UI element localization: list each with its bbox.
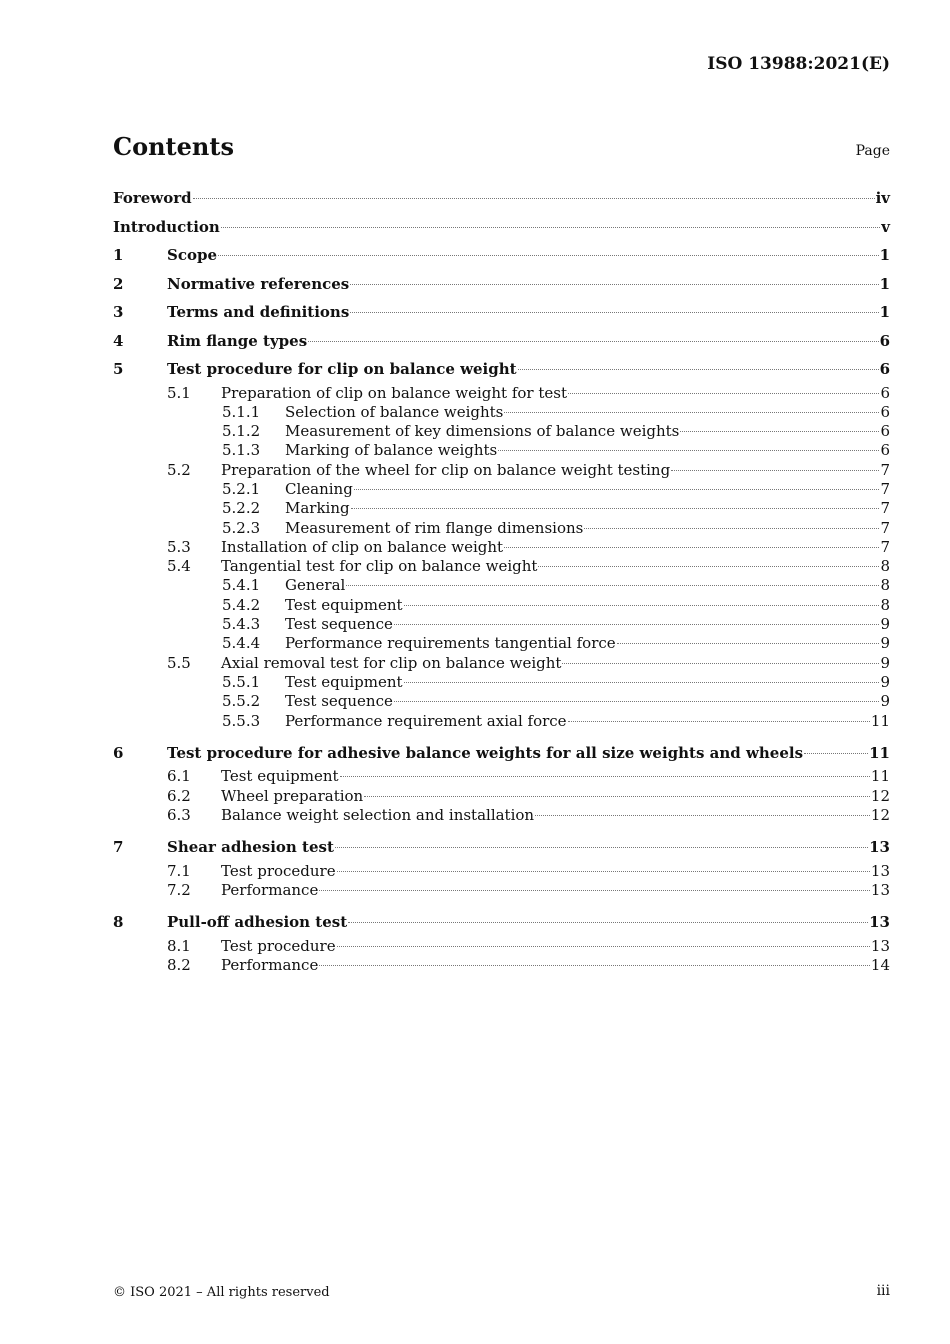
toc-entry-number: 5.4.4 bbox=[222, 634, 261, 653]
toc-entry-title: Tangential test for clip on balance weight bbox=[221, 557, 538, 576]
toc-entry[interactable] bbox=[113, 862, 890, 881]
toc-leader-dots bbox=[354, 489, 880, 490]
toc-entry-number: 5.4.3 bbox=[222, 615, 261, 634]
toc-entry[interactable] bbox=[113, 692, 890, 711]
toc-entry-title: Rim flange types bbox=[167, 331, 308, 350]
toc-entry-number: 5.3 bbox=[167, 537, 191, 556]
toc-entry-number: 8.2 bbox=[167, 956, 191, 975]
toc-entry-title: Performance bbox=[221, 881, 319, 900]
toc-entry[interactable] bbox=[113, 806, 890, 825]
toc-leader-dots bbox=[671, 470, 879, 471]
toc-entry-title: Installation of clip on balance weight bbox=[221, 537, 504, 556]
toc-entry-title: Test procedure bbox=[221, 936, 336, 955]
toc-entry-number: 5.4.2 bbox=[222, 595, 261, 614]
toc-entry-page: 7 bbox=[880, 537, 890, 556]
toc-entry-title: Terms and definitions bbox=[167, 303, 350, 321]
toc-entry-page: 12 bbox=[870, 786, 890, 805]
toc-entry-number: 5.4 bbox=[167, 557, 191, 576]
toc-entry[interactable] bbox=[113, 615, 890, 634]
toc-entry-page: 1 bbox=[879, 303, 890, 321]
toc-entry-number: 6 bbox=[113, 743, 124, 762]
toc-entry[interactable] bbox=[113, 956, 890, 975]
toc-entry[interactable] bbox=[113, 937, 890, 956]
toc-entry-number: 8 bbox=[113, 913, 124, 932]
toc-entry-page: 11 bbox=[869, 743, 890, 762]
toc-entry[interactable] bbox=[113, 499, 890, 518]
toc-entry-page: 8 bbox=[880, 557, 890, 576]
toc-leader-dots bbox=[364, 796, 870, 797]
toc-entry-number: 5.2.3 bbox=[222, 518, 261, 537]
toc-entry[interactable] bbox=[113, 576, 890, 595]
toc-entry-number: 5.1.3 bbox=[222, 441, 261, 460]
toc-entry[interactable] bbox=[113, 384, 890, 403]
toc-leader-dots bbox=[351, 508, 880, 509]
toc-leader-dots bbox=[346, 585, 879, 586]
toc-leader-dots bbox=[518, 369, 879, 370]
toc-entry-number: 6.1 bbox=[167, 767, 191, 786]
toc-entry[interactable] bbox=[113, 538, 890, 557]
toc-entry-page: 6 bbox=[879, 331, 890, 350]
toc-entry[interactable] bbox=[113, 327, 890, 356]
toc-leader-dots bbox=[804, 753, 868, 754]
toc-entry-number: 1 bbox=[113, 246, 124, 264]
toc-entry-title: Test procedure for adhesive balance weights for all size weights and wheels bbox=[167, 743, 804, 762]
toc-entry-title: Performance requirement axial force bbox=[285, 711, 567, 730]
toc-entry-title: Shear adhesion test bbox=[167, 838, 334, 857]
toc-entry-page: 9 bbox=[880, 672, 890, 691]
toc-entry-number: 7 bbox=[113, 838, 124, 857]
toc-entry-page: 13 bbox=[870, 861, 890, 880]
toc-leader-dots bbox=[319, 890, 870, 891]
toc-entry[interactable] bbox=[113, 213, 890, 242]
toc-entry[interactable] bbox=[113, 712, 890, 731]
toc-entry-page: 8 bbox=[880, 595, 890, 614]
toc-entry-page: 9 bbox=[880, 653, 890, 672]
toc-entry-title: Marking of balance weights bbox=[285, 441, 498, 460]
toc-entry-page: v bbox=[881, 217, 890, 236]
toc-entry[interactable] bbox=[113, 519, 890, 538]
toc-leader-dots bbox=[319, 965, 870, 966]
toc-entry-page: 13 bbox=[870, 881, 890, 900]
toc-leader-dots bbox=[568, 721, 870, 722]
toc-entry-number: 5.1 bbox=[167, 383, 191, 402]
page-column-label: Page bbox=[855, 143, 890, 159]
toc-entry[interactable] bbox=[113, 184, 890, 213]
toc-leader-dots bbox=[498, 450, 879, 451]
toc-entry-number: 5.1.1 bbox=[222, 402, 261, 421]
toc-entry-number: 5.5.3 bbox=[222, 711, 261, 730]
toc-entry-title: Test procedure for clip on balance weight bbox=[167, 360, 517, 378]
toc-entry-number: 5.5.2 bbox=[222, 692, 261, 711]
toc-leader-dots bbox=[617, 643, 880, 644]
toc-entry-page: 8 bbox=[880, 576, 890, 595]
toc-entry-title: Performance requirements tangential force bbox=[285, 634, 616, 653]
toc-entry[interactable] bbox=[113, 441, 890, 460]
toc-entry-number: 7.2 bbox=[167, 881, 191, 900]
toc-leader-dots bbox=[340, 776, 870, 777]
toc-leader-dots bbox=[568, 393, 879, 394]
toc-entry-title: Balance weight selection and installation bbox=[221, 805, 535, 824]
toc-entry-title: Cleaning bbox=[285, 479, 353, 498]
toc-entry-page: 9 bbox=[880, 692, 890, 711]
toc-leader-dots bbox=[350, 284, 878, 285]
toc-entry[interactable] bbox=[113, 241, 890, 270]
toc-leader-dots bbox=[504, 412, 879, 413]
toc-entry-page: 11 bbox=[870, 711, 890, 730]
toc-entry[interactable] bbox=[113, 596, 890, 615]
toc-entry-title: Measurement of rim flange dimensions bbox=[285, 518, 584, 537]
toc-entry[interactable] bbox=[113, 654, 890, 673]
toc-entry-title: Pull-off adhesion test bbox=[167, 913, 348, 932]
toc-leader-dots bbox=[337, 946, 870, 947]
toc-leader-dots bbox=[562, 663, 879, 664]
toc-entry-number: 5.5.1 bbox=[222, 672, 261, 691]
toc-entry[interactable] bbox=[113, 557, 890, 576]
toc-entry[interactable] bbox=[113, 673, 890, 692]
toc-entry[interactable] bbox=[113, 270, 890, 299]
toc-entry-number: 8.1 bbox=[167, 936, 191, 955]
toc-leader-dots bbox=[193, 198, 875, 199]
toc-leader-dots bbox=[394, 701, 880, 702]
toc-entry-page: 1 bbox=[879, 274, 890, 293]
toc-entry-page: 7 bbox=[880, 479, 890, 498]
toc-entry[interactable] bbox=[113, 787, 890, 806]
toc-entry-number: 5 bbox=[113, 360, 124, 378]
toc-entry-number: 6.2 bbox=[167, 786, 191, 805]
toc-entry-page: 6 bbox=[880, 383, 890, 402]
toc-entry-title: Axial removal test for clip on balance weight bbox=[221, 653, 562, 672]
toc-entry[interactable] bbox=[113, 403, 890, 422]
toc-entry[interactable] bbox=[113, 739, 890, 768]
toc-entry-title: Selection of balance weights bbox=[285, 402, 504, 421]
toc-entry-title: Normative references bbox=[167, 274, 350, 293]
toc-entry-title: Preparation of the wheel for clip on balance weight testing bbox=[221, 460, 671, 479]
toc-leader-dots bbox=[535, 815, 870, 816]
toc-leader-dots bbox=[504, 547, 879, 548]
page-number: iii bbox=[876, 1283, 890, 1299]
toc-entry[interactable] bbox=[113, 833, 890, 862]
toc-leader-dots bbox=[221, 227, 880, 228]
toc-entry-page: iv bbox=[875, 189, 890, 207]
toc-entry-page: 7 bbox=[880, 518, 890, 537]
toc-entry[interactable] bbox=[113, 298, 890, 327]
copyright-notice: © ISO 2021 – All rights reserved bbox=[113, 1285, 330, 1300]
toc-entry-page: 13 bbox=[869, 913, 890, 932]
toc-entry-number: 5.2.2 bbox=[222, 499, 261, 518]
toc-entry[interactable] bbox=[113, 881, 890, 900]
toc-entry-page: 11 bbox=[870, 767, 890, 786]
toc-entry-title: Test equipment bbox=[221, 767, 339, 786]
toc-entry[interactable] bbox=[113, 908, 890, 937]
toc-entry[interactable] bbox=[113, 461, 890, 480]
toc-entry-title: Preparation of clip on balance weight for test bbox=[221, 383, 567, 402]
toc-leader-dots bbox=[584, 528, 879, 529]
toc-leader-dots bbox=[350, 312, 878, 313]
toc-entry-title: Test equipment bbox=[285, 595, 403, 614]
toc-entry-title: Performance bbox=[221, 956, 319, 975]
toc-leader-dots bbox=[538, 566, 879, 567]
toc-leader-dots bbox=[348, 922, 868, 923]
toc-entry[interactable] bbox=[113, 422, 890, 441]
toc-entry-number: 4 bbox=[113, 331, 124, 350]
toc-leader-dots bbox=[404, 682, 880, 683]
toc-entry-title: Introduction bbox=[113, 217, 220, 236]
toc-entry-page: 6 bbox=[880, 441, 890, 460]
toc-entry-title: Foreword bbox=[113, 189, 192, 207]
toc-entry-page: 1 bbox=[879, 246, 890, 264]
toc-entry-title: Wheel preparation bbox=[221, 786, 364, 805]
document-id: ISO 13988:2021(E) bbox=[707, 54, 890, 74]
toc-entry-number: 5.5 bbox=[167, 653, 191, 672]
toc-entry[interactable] bbox=[113, 480, 890, 499]
page-title: Contents bbox=[113, 132, 234, 161]
toc-entry-page: 7 bbox=[880, 460, 890, 479]
toc-leader-dots bbox=[308, 341, 878, 342]
toc-entry-title: Scope bbox=[167, 246, 218, 264]
toc-entry-title: Marking bbox=[285, 499, 350, 518]
toc-entry[interactable] bbox=[113, 767, 890, 786]
toc-entry-page: 6 bbox=[880, 422, 890, 441]
toc-entry-page: 7 bbox=[880, 499, 890, 518]
toc-entry-number: 3 bbox=[113, 303, 124, 321]
toc-entry-page: 13 bbox=[869, 838, 890, 857]
toc-entry-title: Test sequence bbox=[285, 692, 393, 711]
toc-entry-page: 6 bbox=[880, 402, 890, 421]
toc-entry-title: Test procedure bbox=[221, 861, 336, 880]
toc-entry-number: 2 bbox=[113, 274, 124, 293]
toc-entry-page: 9 bbox=[880, 634, 890, 653]
toc-leader-dots bbox=[337, 871, 870, 872]
toc-entry-title: General bbox=[285, 576, 346, 595]
toc-entry-page: 13 bbox=[870, 936, 890, 955]
toc-entry-number: 5.1.2 bbox=[222, 422, 261, 441]
toc-entry-title: Test sequence bbox=[285, 615, 393, 634]
toc-leader-dots bbox=[404, 605, 880, 606]
toc-leader-dots bbox=[680, 431, 879, 432]
toc-entry-page: 12 bbox=[870, 805, 890, 824]
toc-entry-number: 6.3 bbox=[167, 805, 191, 824]
toc-entry-number: 5.2.1 bbox=[222, 479, 261, 498]
toc-entry-number: 5.4.1 bbox=[222, 576, 261, 595]
toc-entry[interactable] bbox=[113, 634, 890, 653]
toc-entry-number: 7.1 bbox=[167, 861, 191, 880]
toc-entry-number: 5.2 bbox=[167, 460, 191, 479]
toc-leader-dots bbox=[335, 847, 868, 848]
toc-entry-title: Measurement of key dimensions of balance weights bbox=[285, 422, 680, 441]
toc-leader-dots bbox=[394, 624, 880, 625]
toc-entry-page: 14 bbox=[870, 956, 890, 975]
toc-leader-dots bbox=[218, 255, 879, 256]
toc-entry-title: Test equipment bbox=[285, 672, 403, 691]
toc-entry-page: 6 bbox=[879, 360, 890, 378]
table-of-contents bbox=[113, 184, 890, 975]
toc-entry-page: 9 bbox=[880, 615, 890, 634]
toc-entry[interactable] bbox=[113, 355, 890, 384]
